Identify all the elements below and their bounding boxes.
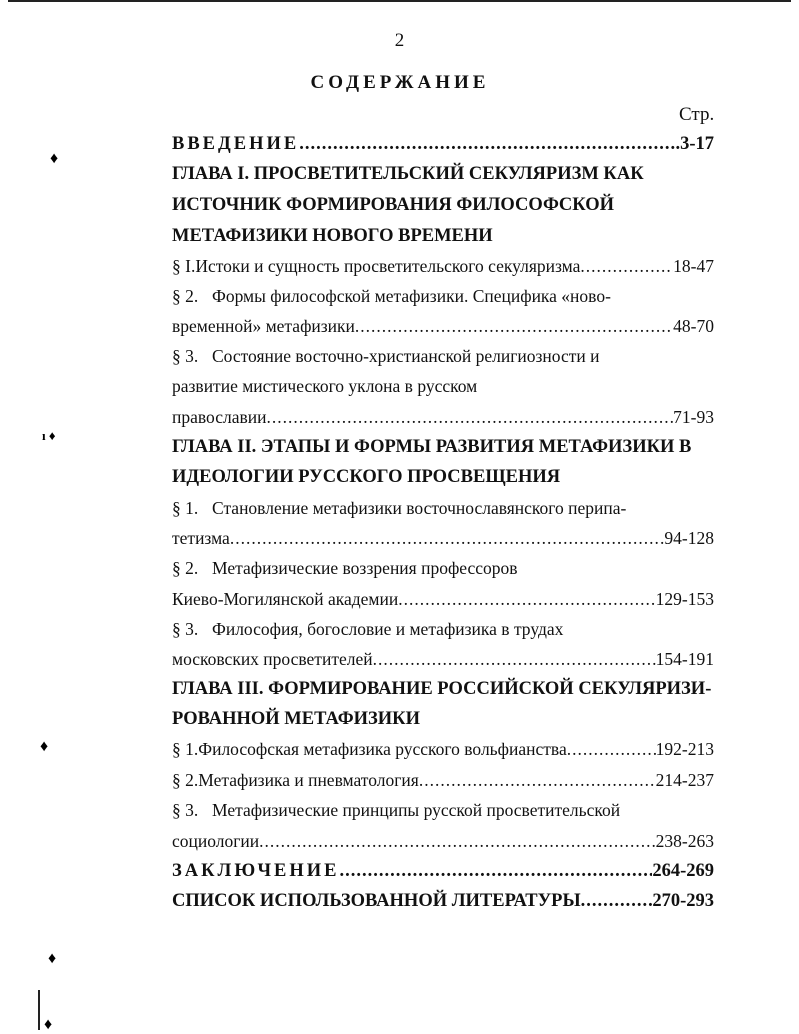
margin-rule bbox=[38, 990, 40, 1030]
section-number: § 1. bbox=[172, 498, 199, 518]
leader-dots bbox=[259, 830, 656, 852]
toc-entry-section-1-2[interactable] bbox=[172, 285, 714, 307]
chapter-1-heading-cont bbox=[172, 225, 714, 247]
leader-dots bbox=[567, 738, 656, 760]
page-number: 2 bbox=[394, 30, 405, 51]
toc-pages: 18-47 bbox=[673, 256, 714, 276]
toc-label: московских просветителей bbox=[172, 649, 373, 669]
chapter-heading-line: ИСТОЧНИК ФОРМИРОВАНИЯ ФИЛОСОФСКОЙ bbox=[172, 195, 614, 215]
section-number: § 2. bbox=[172, 770, 199, 790]
toc-pages: 238-263 bbox=[655, 831, 714, 851]
toc-label: Формы философской метафизики. Специфика «ново- bbox=[212, 286, 611, 306]
leader-dots bbox=[373, 648, 656, 670]
toc-pages: .3-17 bbox=[675, 134, 714, 154]
toc-entry-section-2-1[interactable] bbox=[172, 497, 714, 519]
margin-mark: ı ♦ bbox=[42, 428, 56, 443]
chapter-2-heading-cont bbox=[172, 466, 714, 488]
toc-label: социологии bbox=[172, 831, 260, 851]
toc-label: Киево-Могилянской академии bbox=[172, 589, 399, 609]
toc-entry-section-1-3-cont bbox=[172, 375, 714, 397]
toc-label: Метафизика и пневматология bbox=[198, 770, 419, 790]
margin-mark: ♦ bbox=[50, 150, 59, 167]
leader-dots bbox=[230, 527, 660, 549]
page-column-label: Стр. bbox=[679, 104, 715, 125]
toc-label: Становление метафизики восточнославянского перипа- bbox=[212, 498, 627, 518]
toc-pages: 214-237 bbox=[655, 770, 714, 790]
leader-dots bbox=[580, 255, 673, 277]
chapter-3-heading-cont bbox=[172, 708, 714, 730]
toc-label: Состояние восточно-христианской религиозности и bbox=[212, 346, 600, 366]
section-number: § 3. bbox=[172, 346, 199, 366]
toc-entry-section-1-2-cont[interactable] bbox=[172, 315, 714, 337]
toc-entry-section-1-1[interactable] bbox=[172, 255, 714, 277]
toc-entry-intro[interactable] bbox=[172, 133, 714, 155]
toc-entry-section-1-3[interactable] bbox=[172, 345, 714, 367]
toc-entry-section-1-3-cont[interactable] bbox=[172, 406, 714, 428]
toc-entry-section-2-3-cont[interactable] bbox=[172, 648, 714, 670]
toc-label: ВВЕДЕНИЕ bbox=[172, 134, 300, 154]
leader-dots bbox=[581, 890, 653, 912]
section-number: § I. bbox=[172, 256, 196, 276]
section-number: § 2. bbox=[172, 286, 199, 306]
top-rule bbox=[8, 0, 791, 2]
toc-label: временной» метафизики bbox=[172, 316, 355, 336]
leader-dots bbox=[355, 315, 673, 337]
toc-entry-conclusion[interactable] bbox=[172, 860, 714, 882]
section-number: § 1. bbox=[172, 739, 199, 759]
margin-mark: ♦ bbox=[48, 950, 57, 967]
toc-label: Философская метафизика русского вольфианства bbox=[198, 739, 567, 759]
toc-label: Истоки и сущность просветительского секуляризма bbox=[195, 256, 581, 276]
leader-dots bbox=[266, 406, 673, 428]
toc-entry-section-2-2[interactable] bbox=[172, 557, 714, 579]
toc-entry-section-3-3-cont[interactable] bbox=[172, 830, 714, 852]
leader-dots bbox=[299, 133, 675, 155]
toc-label: Метафизические воззрения профессоров bbox=[212, 558, 518, 578]
toc-label: СПИСОК ИСПОЛЬЗОВАННОЙ ЛИТЕРАТУРЫ bbox=[172, 891, 581, 911]
chapter-1-heading[interactable] bbox=[172, 163, 714, 185]
toc-label: Философия, богословие и метафизика в трудах bbox=[212, 619, 564, 639]
toc-label: развитие мистического уклона в русском bbox=[172, 376, 478, 396]
toc-pages: 264-269 bbox=[652, 861, 714, 881]
toc-pages: .94-128 bbox=[660, 528, 714, 548]
toc-pages: 129-153 bbox=[655, 589, 714, 609]
chapter-heading-line: РОВАННОЙ МЕТАФИЗИКИ bbox=[172, 709, 420, 729]
toc-entry-bibliography[interactable] bbox=[172, 890, 714, 912]
section-number: § 3. bbox=[172, 619, 199, 639]
chapter-3-heading[interactable] bbox=[172, 678, 714, 700]
leader-dots bbox=[398, 588, 655, 610]
toc-entry-section-3-1[interactable] bbox=[172, 738, 714, 760]
chapter-heading-line: ГЛАВА III. ФОРМИРОВАНИЕ РОССИЙСКОЙ СЕКУЛЯРИЗИ- bbox=[172, 679, 712, 699]
margin-mark: ♦ bbox=[44, 1016, 53, 1033]
section-number: § 2. bbox=[172, 558, 199, 578]
page-title: СОДЕРЖАНИЕ bbox=[310, 72, 490, 93]
toc-entry-section-2-1-cont[interactable] bbox=[172, 527, 714, 549]
chapter-2-heading[interactable] bbox=[172, 436, 714, 458]
chapter-1-heading-cont bbox=[172, 194, 714, 216]
toc-label: православии bbox=[172, 407, 267, 427]
toc-entry-section-2-3[interactable] bbox=[172, 618, 714, 640]
toc-pages: 48-70 bbox=[673, 316, 714, 336]
chapter-heading-line: ГЛАВА II. ЭТАПЫ И ФОРМЫ РАЗВИТИЯ МЕТАФИЗИКИ В bbox=[172, 437, 692, 457]
leader-dots bbox=[340, 860, 653, 882]
toc-label: Метафизические принципы русской просветительской bbox=[212, 800, 621, 820]
leader-dots bbox=[419, 769, 656, 791]
toc-label: ЗАКЛЮЧЕНИЕ bbox=[172, 861, 340, 881]
margin-mark: ♦ bbox=[40, 738, 49, 755]
toc-pages: 192-213 bbox=[655, 739, 714, 759]
toc-pages: 270-293 bbox=[652, 891, 714, 911]
section-number: § 3. bbox=[172, 800, 199, 820]
toc-entry-section-3-2[interactable] bbox=[172, 769, 714, 791]
chapter-heading-line: МЕТАФИЗИКИ НОВОГО ВРЕМЕНИ bbox=[172, 226, 493, 246]
chapter-heading-line: ИДЕОЛОГИИ РУССКОГО ПРОСВЕЩЕНИЯ bbox=[172, 467, 561, 487]
toc-pages: 71-93 bbox=[673, 407, 714, 427]
toc-entry-section-2-2-cont[interactable] bbox=[172, 588, 714, 610]
toc-entry-section-3-3[interactable] bbox=[172, 799, 714, 821]
toc-pages: 154-191 bbox=[655, 649, 714, 669]
toc-label: тетизма bbox=[172, 528, 230, 548]
chapter-heading-line: ГЛАВА I. ПРОСВЕТИТЕЛЬСКИЙ СЕКУЛЯРИЗМ КАК bbox=[172, 164, 644, 184]
